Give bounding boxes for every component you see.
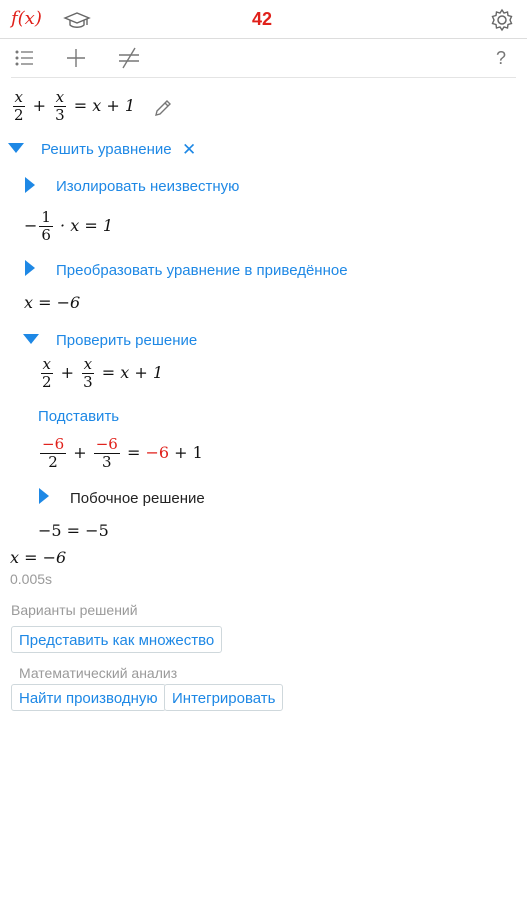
- help-button[interactable]: ?: [496, 48, 507, 68]
- app-logo[interactable]: f(x): [11, 8, 42, 29]
- step1-expand-icon[interactable]: [25, 177, 35, 193]
- step2-label[interactable]: Преобразовать уравнение в приведённое: [56, 262, 348, 279]
- represent-as-set-button[interactable]: Представить как множество: [11, 626, 222, 653]
- final-answer: x = −6: [10, 548, 67, 567]
- counter-badge: 42: [252, 9, 273, 29]
- close-icon[interactable]: ✕: [182, 140, 197, 159]
- check-collapse-icon[interactable]: [23, 334, 39, 344]
- side-solution-result: −5 = −5: [38, 521, 109, 540]
- variants-title: Варианты решений: [11, 602, 138, 618]
- step1-label[interactable]: Изолировать неизвестную: [56, 178, 240, 195]
- substitute-label[interactable]: Подставить: [38, 408, 120, 425]
- plus-icon[interactable]: [66, 48, 86, 73]
- analysis-title: Математический анализ: [19, 665, 178, 681]
- solve-collapse-icon[interactable]: [8, 143, 24, 153]
- list-icon[interactable]: [14, 50, 34, 71]
- side-solution-label[interactable]: Побочное решение: [70, 490, 205, 507]
- computation-time: 0.005s: [10, 571, 53, 587]
- equation-display[interactable]: $\frac{x}{2}$ + $\frac{x}{3}$ = x + 1: [14, 88, 136, 124]
- check-equation: $\frac{x}{2}$ + $\frac{x}{3}$ = x + 1: [42, 355, 164, 391]
- check-label[interactable]: Проверить решение: [56, 332, 198, 349]
- pencil-icon[interactable]: [153, 98, 173, 123]
- gear-icon[interactable]: [490, 8, 514, 37]
- step1-result: − $\frac{1}{6}$ · x = 1: [24, 208, 113, 244]
- substitution-expression: $\frac{-6}{2}$ + $\frac{-6}{3}$ = −6 + 1: [42, 435, 203, 471]
- toolbar-divider: [11, 77, 516, 78]
- solve-title[interactable]: Решить уравнение: [41, 141, 172, 158]
- graduation-cap-icon[interactable]: [63, 10, 91, 37]
- step2-result: x = −6: [24, 293, 81, 312]
- header-divider: [0, 38, 527, 39]
- side-solution-expand-icon[interactable]: [39, 488, 49, 504]
- find-derivative-button[interactable]: Найти производную: [11, 684, 166, 711]
- integrate-button[interactable]: Интегрировать: [164, 684, 283, 711]
- not-equal-icon[interactable]: [117, 47, 141, 74]
- step2-expand-icon[interactable]: [25, 260, 35, 276]
